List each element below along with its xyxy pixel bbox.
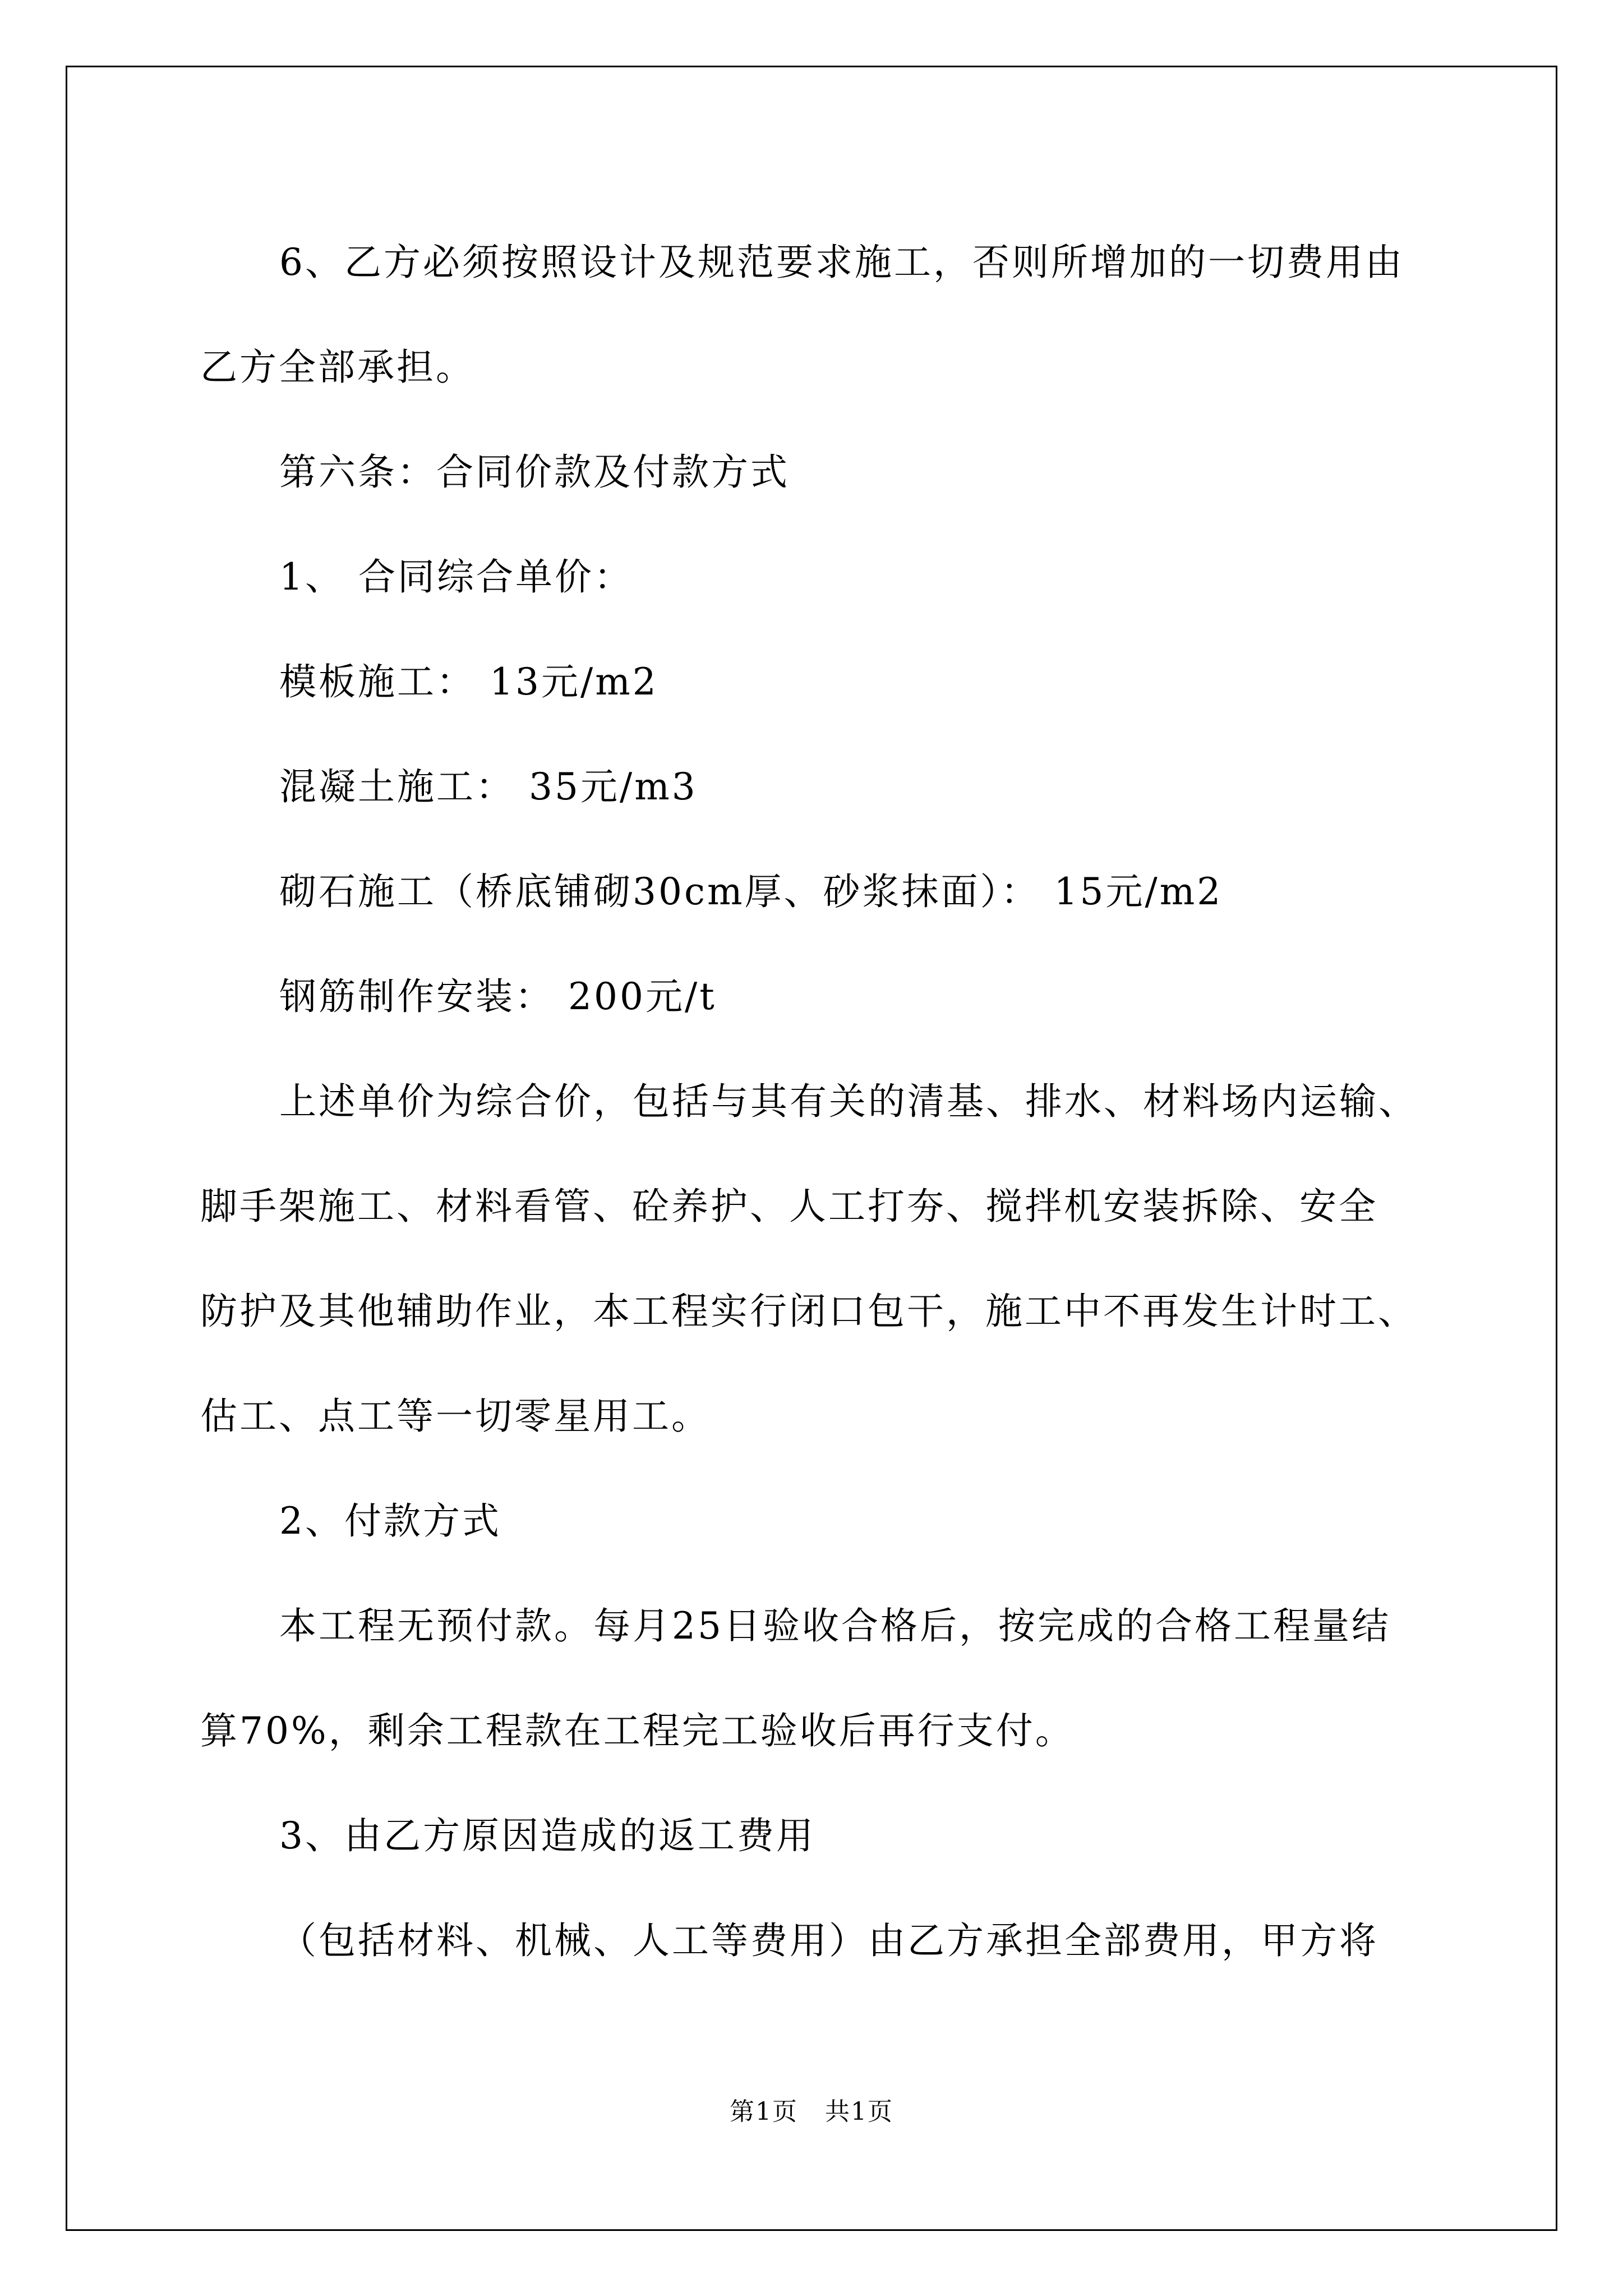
- page-total: 共1页: [824, 2097, 893, 2126]
- price-item-masonry: 砌石施工（桥底铺砌30cm厚、砂浆抹面）： 15元/m2: [279, 870, 1223, 913]
- subheading-rework-cost: 3、由乙方原因造成的返工费用: [279, 1814, 815, 1857]
- subheading-unit-price: 1、 合同综合单价：: [279, 555, 633, 599]
- paragraph-rework-cost: （包括材料、机械、人工等费用）由乙方承担全部费用，甲方将: [279, 1919, 1378, 1962]
- price-item-rebar: 钢筋制作安装： 200元/t: [279, 975, 717, 1018]
- page-footer: [0, 2091, 1623, 2127]
- page-number: 第1页: [730, 2097, 799, 2126]
- paragraph-payment-cont: 算70%，剩余工程款在工程完工验收后再行支付。: [200, 1709, 1075, 1752]
- paragraph-price-scope-cont-3: 估工、点工等一切零星用工。: [200, 1395, 711, 1438]
- paragraph-clause-6: 6、乙方必须按照设计及规范要求施工，否则所增加的一切费用由: [279, 241, 1404, 284]
- price-item-formwork: 模板施工： 13元/m2: [279, 660, 658, 703]
- subheading-payment-method: 2、付款方式: [279, 1499, 501, 1543]
- paragraph-price-scope: 上述单价为综合价，包括与其有关的清基、排水、材料场内运输、: [279, 1080, 1418, 1123]
- document-body: [200, 210, 1445, 1993]
- paragraph-clause-6-cont: 乙方全部承担。: [200, 346, 475, 389]
- section-heading-article-6: 第六条：合同价款及付款方式: [279, 450, 790, 494]
- paragraph-payment: 本工程无预付款。每月25日验收合格后，按完成的合格工程量结: [279, 1604, 1391, 1648]
- paragraph-price-scope-cont-2: 防护及其他辅助作业，本工程实行闭口包干，施工中不再发生计时工、: [200, 1290, 1417, 1333]
- paragraph-price-scope-cont-1: 脚手架施工、材料看管、砼养护、人工打夯、搅拌机安装拆除、安全: [200, 1185, 1378, 1228]
- price-item-concrete: 混凝土施工： 35元/m3: [279, 765, 698, 808]
